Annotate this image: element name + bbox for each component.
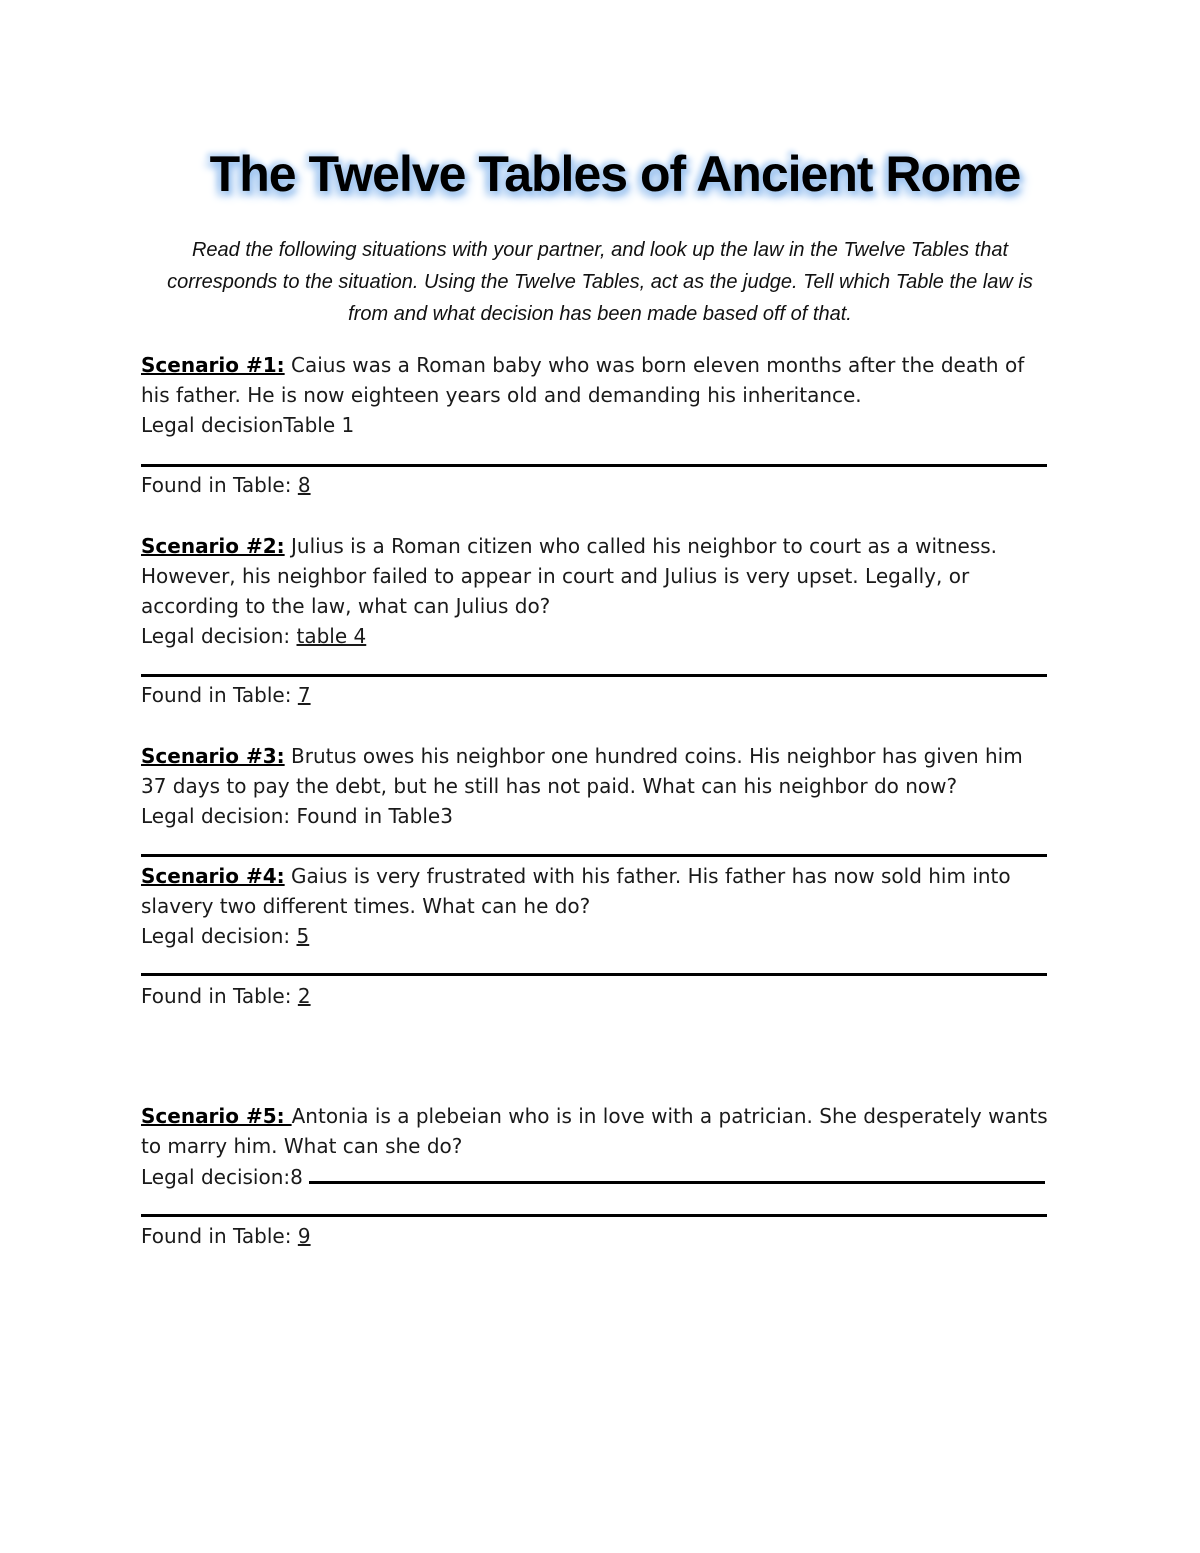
scenario-text: Antonia is a plebeian who is in love with a patrician. She desperately wants to marry him. What can she do? <box>141 1104 1048 1158</box>
scenario-1 <box>141 350 1051 440</box>
answer-line <box>141 674 1047 677</box>
found-prefix: Found in Table: <box>141 1224 298 1248</box>
scenario-label: Scenario #3: <box>141 744 285 768</box>
scenario-label: Scenario #1: <box>141 353 285 377</box>
decision-prefix: Legal decision: <box>141 804 297 828</box>
scenario-3 <box>141 741 1051 831</box>
scenario-text: Gaius is very frustrated with his father. His father has now sold him into slavery two different times. What can he do? <box>141 864 1011 918</box>
answer-line <box>141 1214 1047 1217</box>
scenario-label: Scenario #4: <box>141 864 285 888</box>
answer-line <box>141 973 1047 976</box>
instructions: Read the following situations with your partner, and look up the law in the Twelve Tables that corresponds to the situation. Using the Twelve Tables, act as the judge. Tell which Table the law is from and what decision has been made based off of that. <box>167 239 1033 325</box>
answer-line <box>141 854 1047 857</box>
decision-prefix: Legal decision: <box>141 924 297 948</box>
decision-value: Found in Table3 <box>296 804 453 828</box>
scenario-text: Brutus owes his neighbor one hundred coins. His neighbor has given him 37 days to pay the debt, but he still has not paid. What can his neighbor do now? <box>141 744 1023 798</box>
decision-value: table 4 <box>296 624 367 648</box>
scenario-label: Scenario #5: <box>141 1104 292 1128</box>
answer-line <box>141 464 1047 467</box>
found-prefix: Found in Table: <box>141 683 298 707</box>
scenario-5 <box>141 1101 1051 1192</box>
found-in-table-1 <box>141 470 1051 500</box>
scenario-label: Scenario #2: <box>141 534 285 558</box>
decision-prefix: Legal decision: <box>141 624 297 648</box>
scenario-4 <box>141 861 1051 951</box>
found-value: 9 <box>297 1224 311 1248</box>
found-prefix: Found in Table: <box>141 984 298 1008</box>
decision-value: 5 <box>296 924 310 948</box>
found-in-table-2 <box>141 680 1051 710</box>
decision-value: Table 1 <box>283 413 355 437</box>
decision-prefix: Legal decision <box>141 413 284 437</box>
found-in-table-4 <box>141 981 1051 1011</box>
title-block <box>0 145 1200 203</box>
found-value: 2 <box>297 984 311 1008</box>
found-value: 7 <box>297 683 311 707</box>
decision-prefix: Legal decision: <box>141 1165 291 1189</box>
scenario-text: Caius was a Roman baby who was born eleven months after the death of his father. He is now eighteen years old and demanding his inheritance. <box>141 353 1025 407</box>
scenario-2 <box>141 531 1051 651</box>
found-prefix: Found in Table: <box>141 473 298 497</box>
page-title: The Twelve Tables of Ancient Rome <box>209 146 1021 202</box>
found-in-table-5 <box>141 1221 1051 1251</box>
scenario-text: Julius is a Roman citizen who called his neighbor to court as a witness. However, his neighbor failed to appear in court and Julius is very upset. Legally, or according to the law, what can Julius do? <box>141 534 998 618</box>
decision-value: 8 <box>290 1165 303 1189</box>
found-value: 8 <box>297 473 311 497</box>
decision-blank-line <box>309 1161 1045 1184</box>
